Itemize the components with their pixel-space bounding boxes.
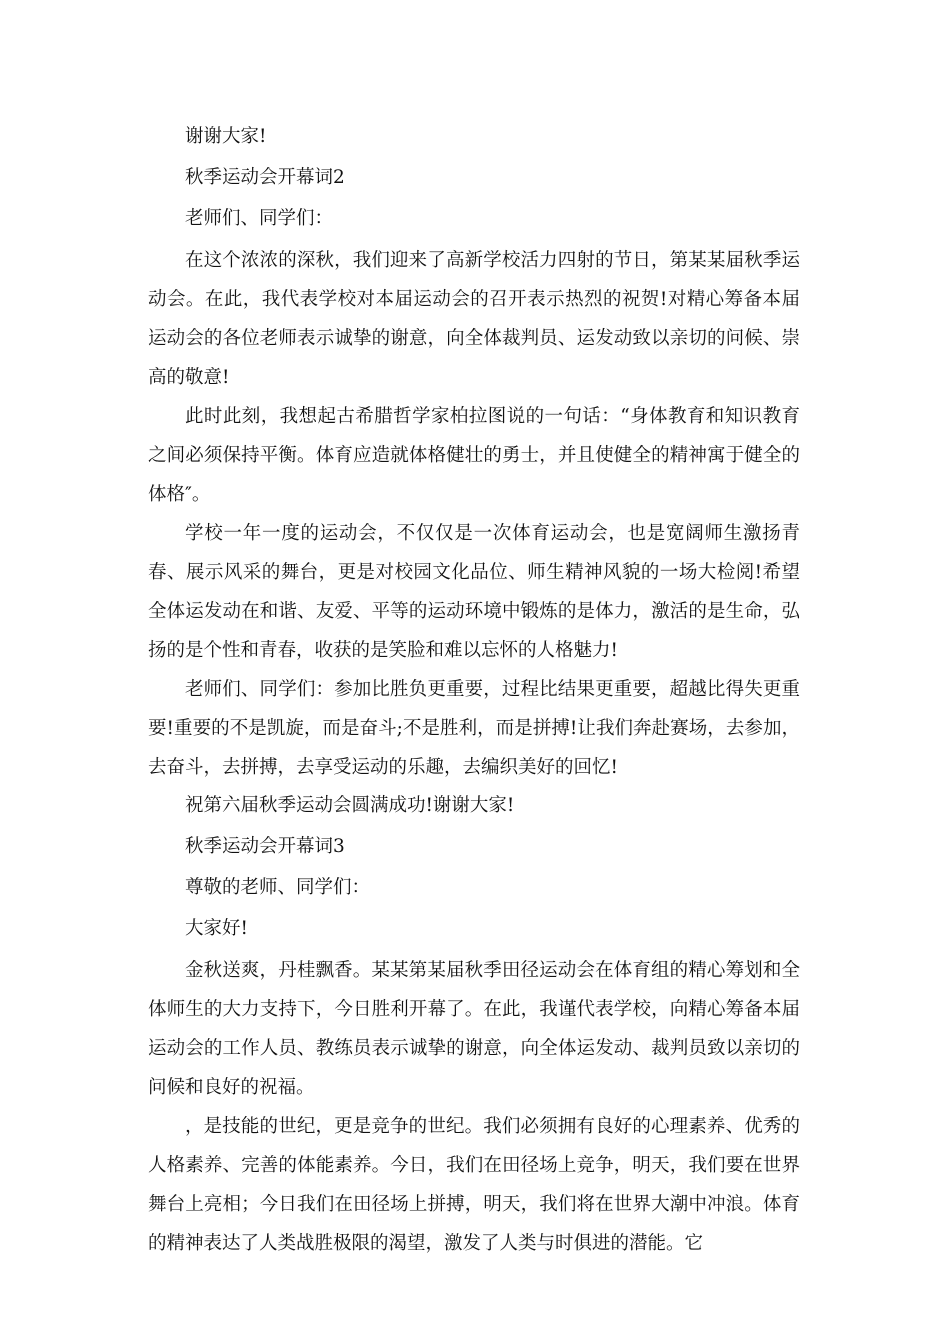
body-paragraph: 此时此刻，我想起古希腊哲学家柏拉图说的一句话：“身体教育和知识教育之间必须保持平衡。体育应造就体格健壮的勇士，并且使健全的精神寓于健全的体格″。 [148, 406, 800, 505]
body-paragraph: ，是技能的世纪，更是竞争的世纪。我们必须拥有良好的心理素养、优秀的人格素养、完善的体能素养。今日，我们在田径场上竞争，明天，我们要在世界舞台上亮相；今日我们在田径场上拼搏，明天，我们将在世界大潮中冲浪。体育的精神表达了人类战胜极限的渴望，激发了人类与时俱进的潜能。它 [148, 1116, 800, 1254]
body-paragraph: 学校一年一度的运动会，不仅仅是一次体育运动会，也是宽阔师生激扬青春、展示风采的舞台，更是对校园文化品位、师生精神风貌的一场大检阅!希望全体运发动在和谐、友爱、平等的运动环境中锻炼的是体力，激活的是生命，弘扬的是个性和青春，收获的是笑脸和难以忘怀的人格魅力! [148, 523, 800, 661]
document-body [148, 118, 800, 1263]
salutation: 尊敬的老师、同学们： [185, 877, 371, 898]
closing-wish: 祝第六届秋季运动会圆满成功!谢谢大家! [185, 795, 515, 816]
salutation: 老师们、同学们： [185, 208, 334, 229]
body-paragraph: 金秋送爽，丹桂飘香。某某第某届秋季田径运动会在体育组的精心筹划和全体师生的大力支持下，今日胜利开幕了。在此，我谨代表学校，向精心筹备本届运动会的工作人员、教练员表示诚挚的谢意，向全体运发动、裁判员致以亲切的问候和良好的祝福。 [148, 960, 800, 1098]
body-paragraph: 老师们、同学们：参加比胜负更重要，过程比结果更重要，超越比得失更重要!重要的不是凯旋，而是奋斗;不是胜利，而是拼搏!让我们奔赴赛场，去参加，去奋斗，去拼搏，去享受运动的乐趣，去编织美好的回忆! [148, 679, 800, 778]
body-paragraph: 在这个浓浓的深秋，我们迎来了高新学校活力四射的节日，第某某届秋季运动会。在此，我代表学校对本届运动会的召开表示热烈的祝贺!对精心筹备本届运动会的各位老师表示诚挚的谢意，向全体裁判员、运发动致以亲切的问候、崇高的敬意! [148, 250, 800, 388]
closing-thanks: 谢谢大家! [185, 126, 267, 147]
greeting: 大家好! [185, 918, 248, 939]
speech-title-2: 秋季运动会开幕词2 [185, 167, 345, 188]
speech-title-3: 秋季运动会开幕词3 [185, 836, 345, 857]
